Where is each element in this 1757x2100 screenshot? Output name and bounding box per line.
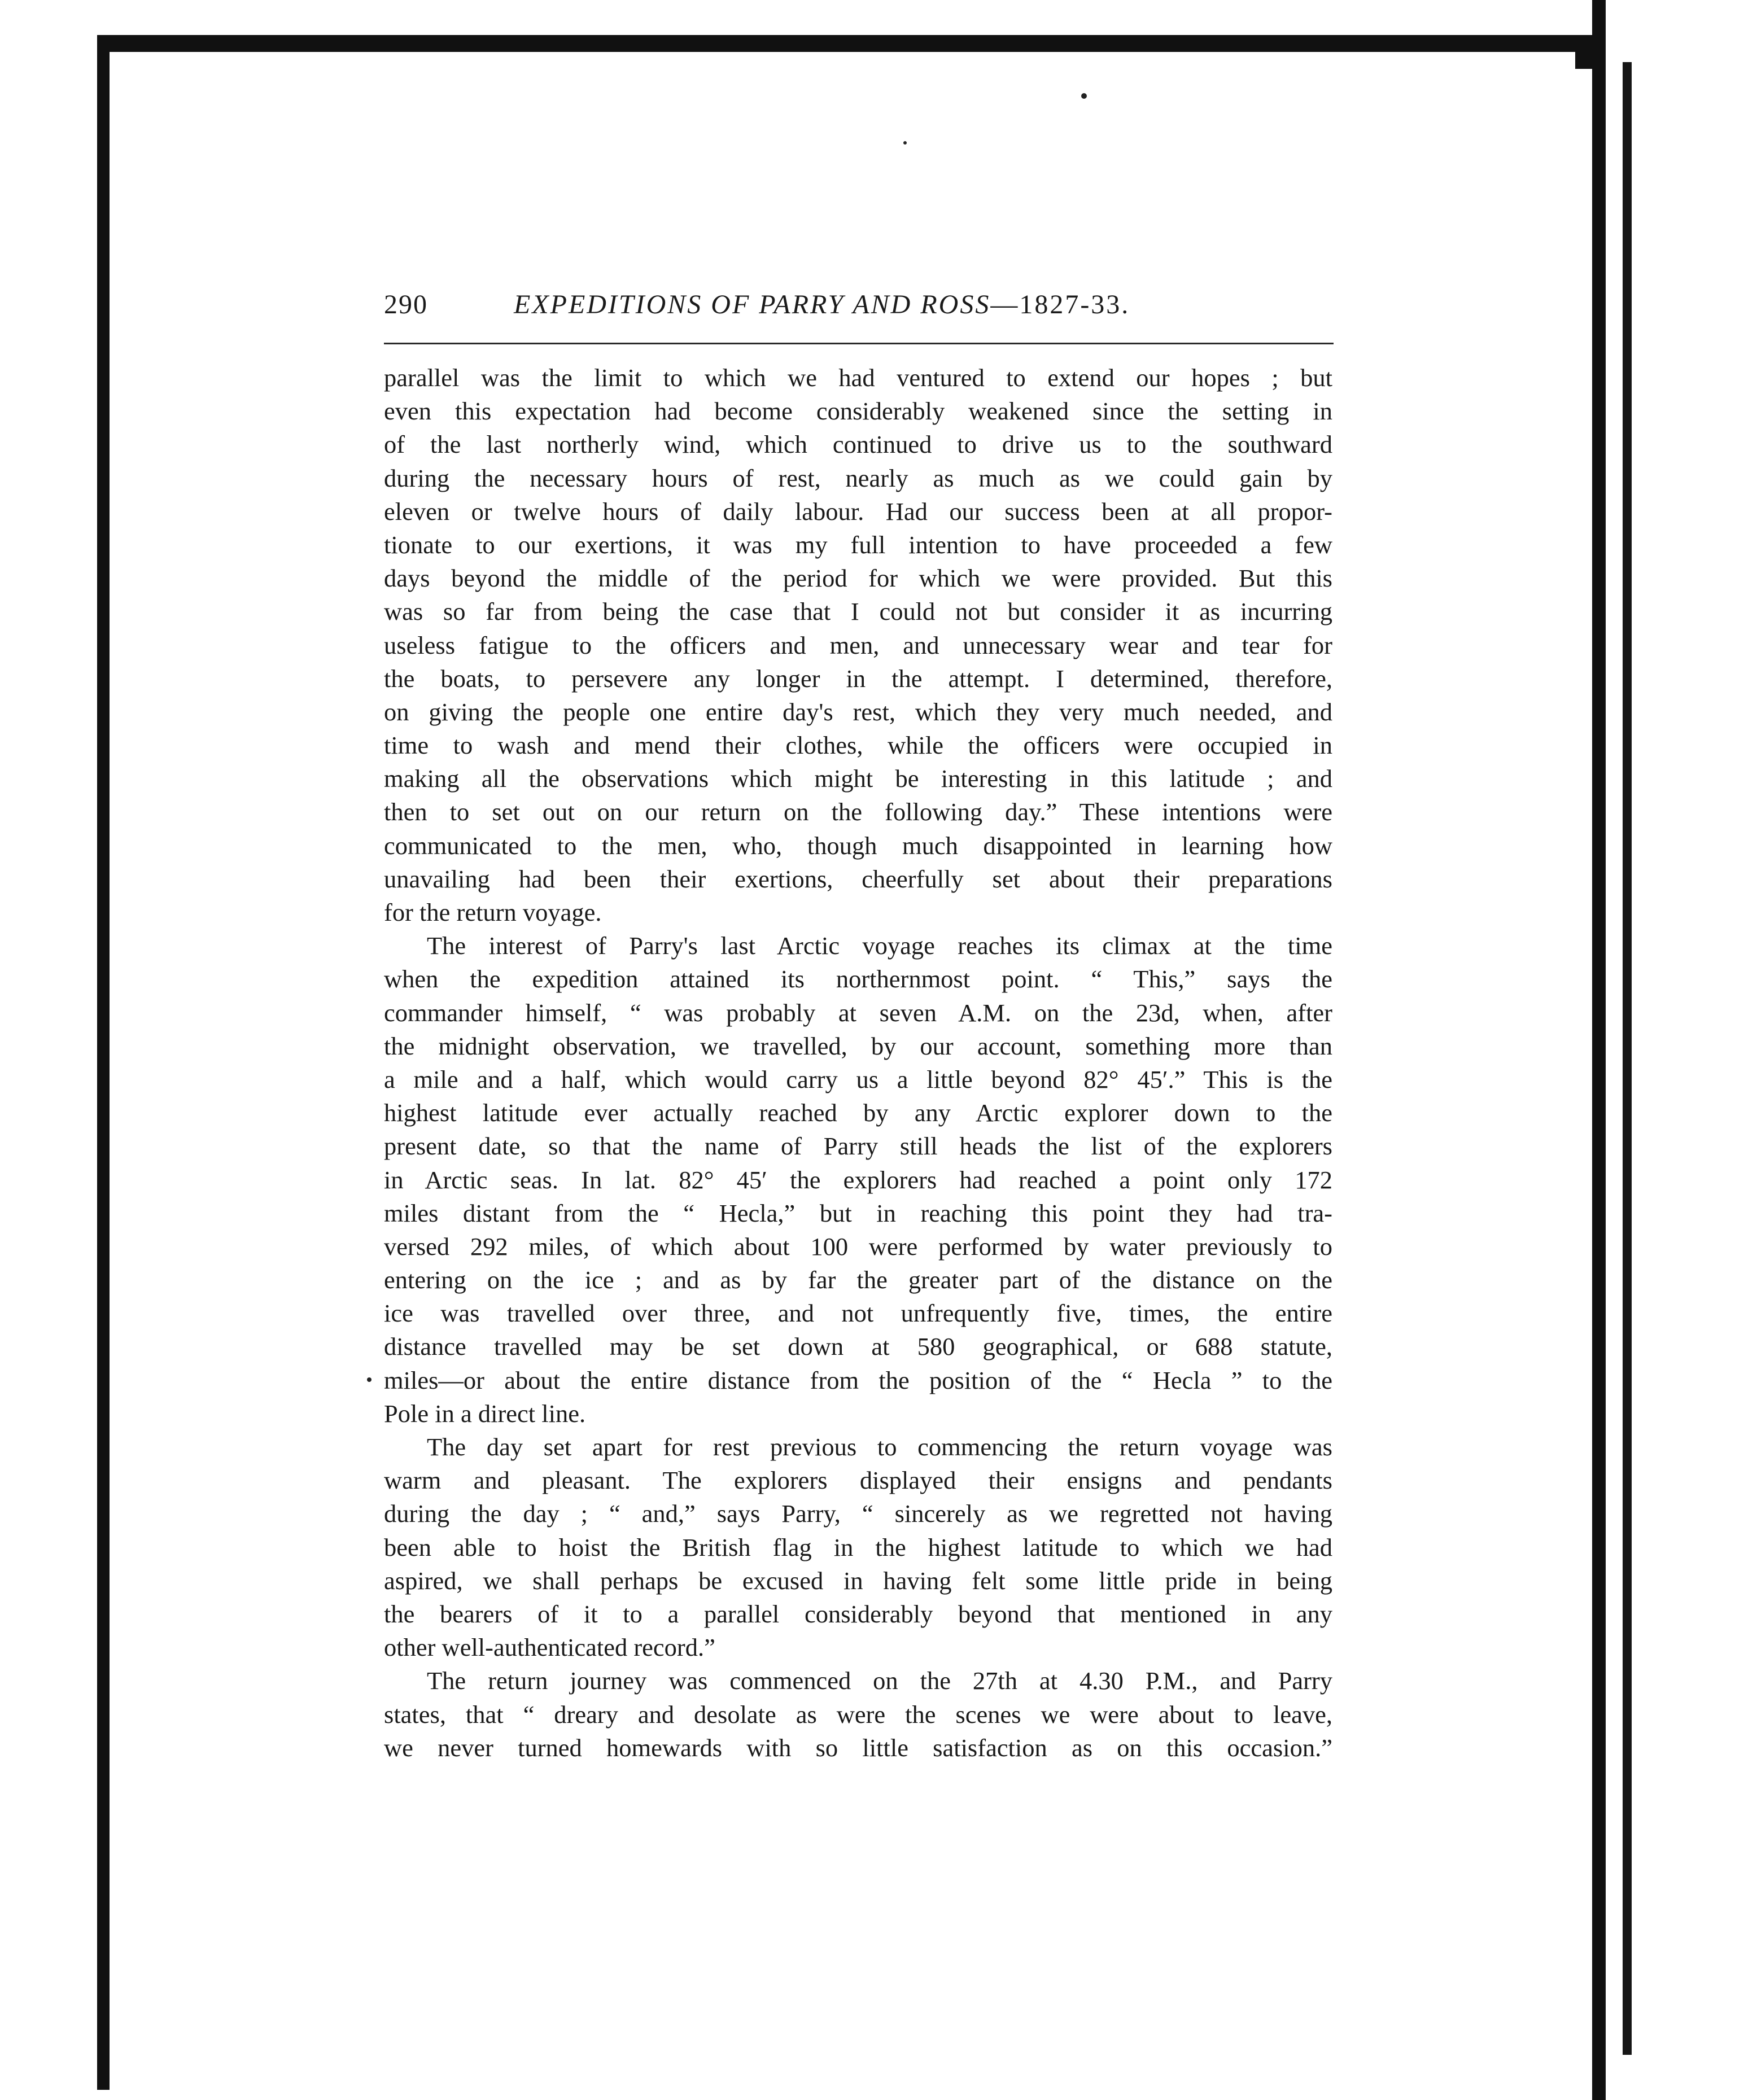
- text-line: distance travelled may be set down at 580 geographical, or 688 statute,: [384, 1332, 1332, 1361]
- text-line: ice was travelled over three, and not unfrequently five, times, the entire: [384, 1299, 1332, 1328]
- page-number: 290: [384, 290, 428, 320]
- text-line: useless fatigue to the officers and men, and unnecessary wear and tear for: [384, 631, 1332, 659]
- running-title-text: EXPEDITIONS OF PARRY AND ROSS: [514, 290, 991, 320]
- text-line: days beyond the middle of the period for which we were provided. But this: [384, 564, 1332, 593]
- running-title: [514, 289, 1130, 320]
- text-line: miles—or about the entire distance from the position of the “ Hecla ” to the: [384, 1366, 1332, 1394]
- text-line: the midnight observation, we travelled, by our account, something more than: [384, 1031, 1332, 1060]
- text-line: The return journey was commenced on the 27th at 4.30 P.M., and Parry: [427, 1666, 1332, 1695]
- scan-top-edge: [99, 35, 1578, 52]
- speck: [903, 141, 907, 145]
- text-line: time to wash and mend their clothes, while the officers were occupied in: [384, 731, 1332, 760]
- text-line: present date, so that the name of Parry still heads the list of the explorers: [384, 1132, 1332, 1161]
- text-line: of the last northerly wind, which continued to drive us to the southward: [384, 430, 1332, 459]
- running-title-dates: —1827-33.: [990, 290, 1130, 320]
- text-line: in Arctic seas. In lat. 82° 45′ the explorers had reached a point only 172: [384, 1165, 1332, 1194]
- text-line: The day set apart for rest previous to commencing the return voyage was: [427, 1433, 1332, 1461]
- text-line: for the return voyage.: [384, 898, 602, 926]
- text-line: unavailing had been their exertions, cheerfully set about their preparations: [384, 864, 1332, 893]
- text-line: The interest of Parry's last Arctic voyage reaches its climax at the time: [427, 931, 1332, 960]
- text-line: commander himself, “ was probably at seven A.M. on the 23d, when, after: [384, 998, 1332, 1027]
- text-line: miles distant from the “ Hecla,” but in reaching this point they had tra-: [384, 1198, 1332, 1227]
- running-header: [384, 289, 1327, 325]
- text-line: entering on the ice ; and as by far the greater part of the distance on the: [384, 1266, 1332, 1294]
- text-line: other well-authenticated record.”: [384, 1633, 715, 1662]
- scan-gutter-edge: [1592, 0, 1606, 2100]
- text-line: communicated to the men, who, though much disappointed in learning how: [384, 831, 1332, 860]
- text-line: then to set out on our return on the following day.” These intentions were: [384, 798, 1332, 826]
- text-line: we never turned homewards with so little satisfaction as on this occasion.”: [384, 1733, 1332, 1762]
- text-line: was so far from being the case that I could not but consider it as incurring: [384, 597, 1332, 626]
- text-line: aspired, we shall perhaps be excused in having felt some little pride in being: [384, 1566, 1332, 1595]
- speck: [367, 1377, 371, 1382]
- text-line: Pole in a direct line.: [384, 1399, 586, 1428]
- text-line: making all the observations which might be interesting in this latitude ; and: [384, 764, 1332, 793]
- speck: [1081, 93, 1087, 99]
- text-line: warm and pleasant. The explorers displayed their ensigns and pendants: [384, 1466, 1332, 1495]
- text-line: during the day ; “ and,” says Parry, “ sincerely as we regretted not having: [384, 1499, 1332, 1528]
- text-line: been able to hoist the British flag in the highest latitude to which we had: [384, 1533, 1332, 1561]
- text-line: versed 292 miles, of which about 100 were performed by water previously to: [384, 1232, 1332, 1261]
- text-line: parallel was the limit to which we had ventured to extend our hopes ; but: [384, 364, 1332, 392]
- scan-left-edge: [97, 35, 110, 2090]
- text-line: a mile and a half, which would carry us a little beyond 82° 45′.” This is the: [384, 1065, 1332, 1093]
- body-text: [384, 361, 1332, 1765]
- text-line: tionate to our exertions, it was my full intention to have proceeded a few: [384, 530, 1332, 559]
- header-rule: [384, 343, 1334, 344]
- facing-page-edge: [1623, 62, 1632, 2055]
- text-line: on giving the people one entire day's rest, which they very much needed, and: [384, 697, 1332, 726]
- text-line: even this expectation had become considerably weakened since the setting in: [384, 397, 1332, 426]
- text-line: highest latitude ever actually reached by any Arctic explorer down to the: [384, 1099, 1332, 1127]
- text-line: the bearers of it to a parallel considerably beyond that mentioned in any: [384, 1599, 1332, 1628]
- text-line: the boats, to persevere any longer in the attempt. I determined, therefore,: [384, 664, 1332, 693]
- text-line: when the expedition attained its northernmost point. “ This,” says the: [384, 965, 1332, 994]
- text-line: eleven or twelve hours of daily labour. Had our success been at all propor-: [384, 497, 1332, 526]
- text-line: during the necessary hours of rest, nearly as much as we could gain by: [384, 463, 1332, 492]
- text-line: states, that “ dreary and desolate as were the scenes we were about to leave,: [384, 1700, 1332, 1729]
